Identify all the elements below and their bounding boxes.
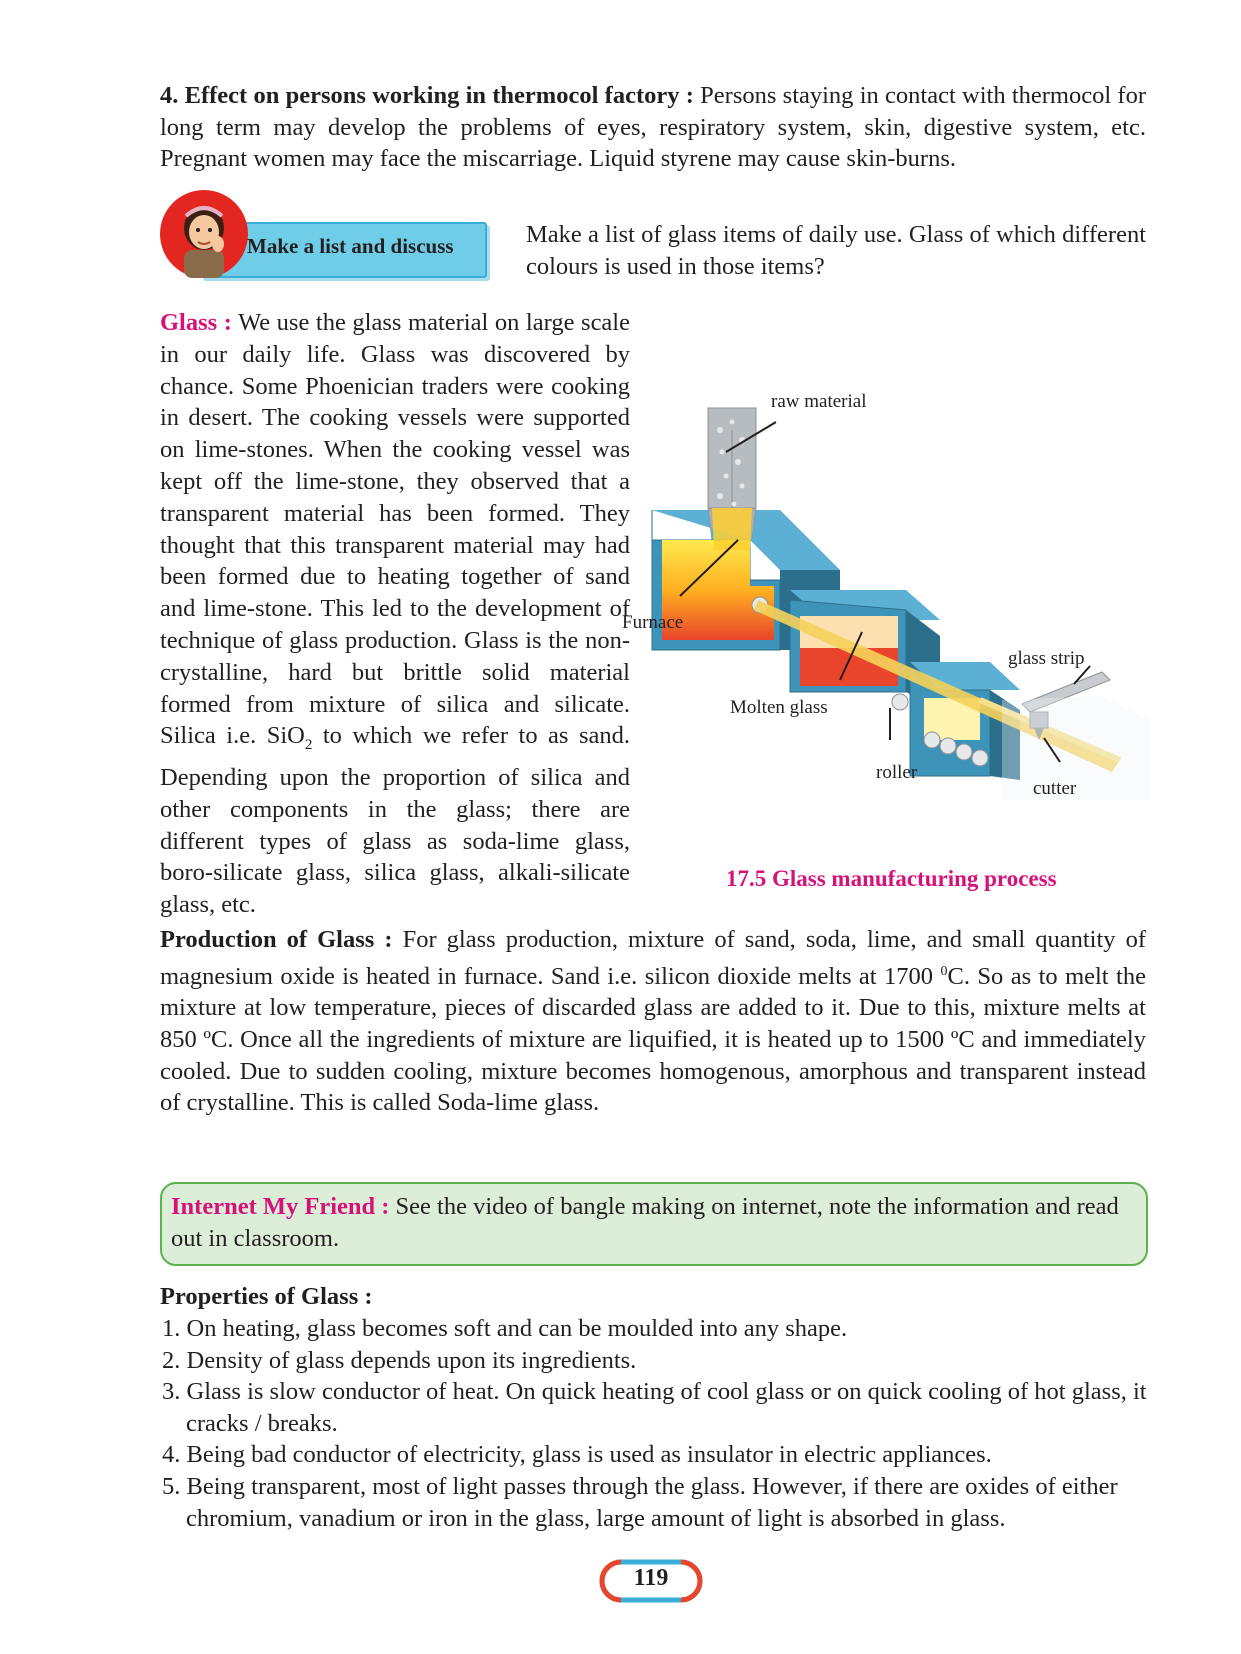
- section-4-body: Persons staying in contact with thermocol for long term may develop the problems of eyes, respiratory system, skin, digestive system, etc. Pregnant women may face the miscarriage. Liquid styrene may cause skin-burns.: [160, 82, 1146, 173]
- activity-label: Make a list and discuss: [247, 234, 454, 258]
- glass-body-1: We use the glass material on large scale in our daily life. Glass was discovered by chance. Some Phoenician traders were cooking in desert. The cooking vessels were supported on lime-stones. When the cooking vessel was kept off the lime-stone, they observed that a transparent material has been formed. They thought that this transparent material may had been formed due to heating together of sand and lime-stone. This led to the development of technique of glass production. Glass is the non-crystalline, hard but brittle solid material formed from mixture of silica and silicate. Silica i.e. SiO: [160, 309, 630, 750]
- list-item: 5. Being transparent, most of light passes through the glass. However, if there are oxides of either chromium, vanadium or iron in the glass, large amount of light is absorbed in glass.: [162, 1472, 1118, 1532]
- label-raw-material: raw material: [771, 391, 867, 412]
- label-glass-strip: glass strip: [1008, 648, 1085, 669]
- properties-list: [150, 1313, 1150, 1534]
- internet-paragraph: [171, 1191, 1135, 1254]
- label-furnace: Furnace: [622, 612, 684, 633]
- internet-heading: Internet My Friend :: [171, 1193, 390, 1220]
- student-avatar-icon: [158, 188, 250, 280]
- section-4-heading: 4. Effect on persons working in thermocol factory :: [160, 82, 694, 109]
- production-degree: 0: [940, 963, 948, 979]
- production-body-2: C. So as to melt the mixture at low temperature, pieces of discarded glass are added to it. Due to this, mixture melts at 850 ºC. Once all the ingredients of mixture are liquified, it is heated up to 1500 ºC and immediately cooled. Due to sudden cooling, mixture becomes homogenous, amorphous and transparent instead of crystalline. This is called Soda-lime glass.: [160, 962, 1146, 1117]
- label-molten-glass: Molten glass: [730, 697, 828, 718]
- production-paragraph: [160, 924, 1146, 1119]
- glass-body-2: to which we refer to as sand. Depending upon the proportion of silica and other components in the glass; there are different types of glass as soda-lime glass, boro-silicate glass, silica glass, alkali-silicate glass, etc.: [160, 722, 630, 919]
- section-4-paragraph: [160, 80, 1146, 175]
- figure-caption: 17.5 Glass manufacturing process: [726, 866, 1057, 891]
- list-item: 3. Glass is slow conductor of heat. On quick heating of cool glass or on quick cooling of hot glass, it cracks / breaks.: [162, 1378, 1147, 1437]
- list-item: 4. Being bad conductor of electricity, glass is used as insulator in electric appliances.: [162, 1441, 992, 1469]
- internet-body: See the video of bangle making on internet, note the information and read out in classroom.: [171, 1193, 1119, 1252]
- glass-heading: Glass :: [160, 309, 232, 336]
- production-heading: Production of Glass :: [160, 926, 393, 953]
- list-item: 2. Density of glass depends upon its ingredients.: [162, 1346, 637, 1374]
- properties-heading: Properties of Glass :: [160, 1283, 373, 1310]
- page-number: 119: [633, 1565, 669, 1591]
- glass-paragraph: [160, 307, 630, 921]
- list-item: 1. On heating, glass becomes soft and can be moulded into any shape.: [162, 1315, 848, 1342]
- label-cutter: cutter: [1033, 778, 1077, 799]
- production-body-1: For glass production, mixture of sand, soda, lime, and small quantity of magnesium oxide is heated in furnace. Sand i.e. silicon dioxide melts at 1700: [160, 926, 1146, 990]
- activity-text: Make a list of glass items of daily use. Glass of which different colours is used in those items?: [526, 221, 1146, 280]
- glass-formula-subscript: 2: [304, 737, 313, 754]
- label-roller: roller: [876, 762, 918, 783]
